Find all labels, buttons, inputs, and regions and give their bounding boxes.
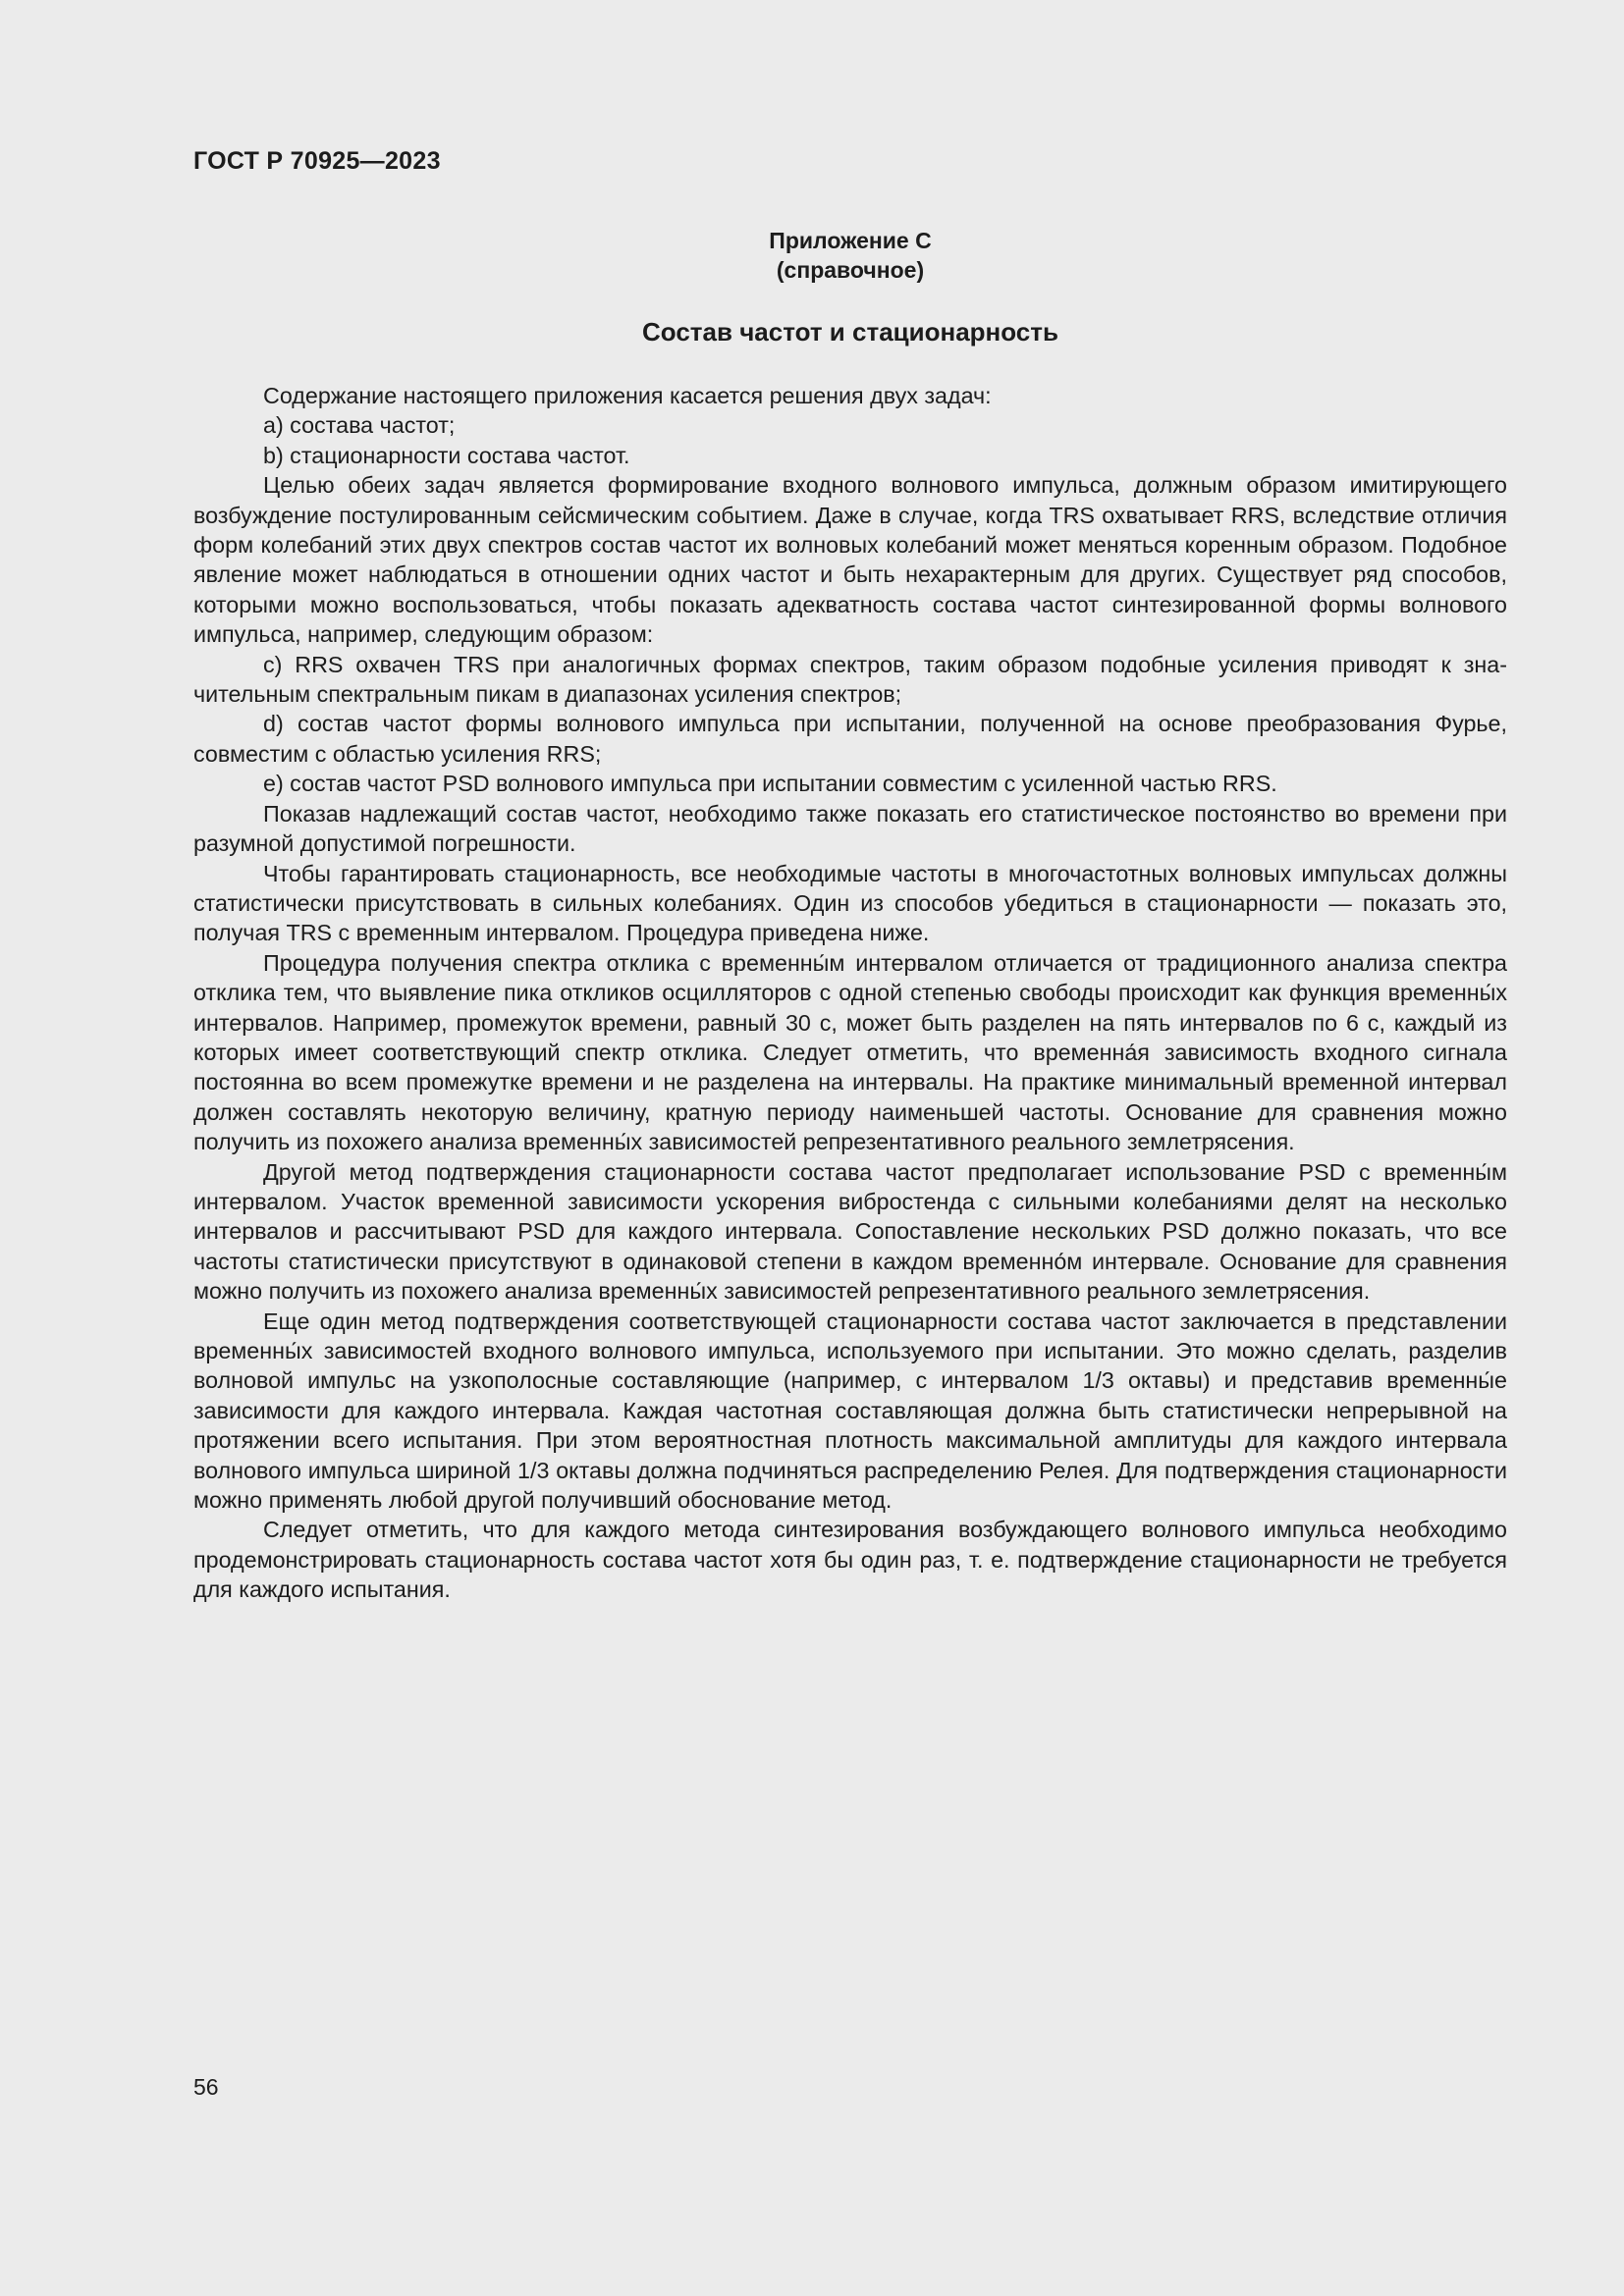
list-item-b: b) стационарности состава частот. [263,442,630,468]
standard-number: ГОСТ Р 70925—2023 [193,147,441,175]
paragraph-constancy: Показав надлежащий состав частот, необходимо также показать его статистическое постоянство во времени при разумной допустимой погрешности. [193,800,1507,857]
paragraph-stationarity: Чтобы гарантировать стационарность, все необходимые частоты в многочастотных волновых импульсах должны статистически присутствовать в сильных колебаниях. Один из способов убедиться в стационарности — показать это, получая TRS с временным интервалом. Процедура приведена ниже. [193,860,1507,946]
list-item-d: d) состав частот формы волнового импульса при испытании, полученной на основе преобразования Фурье, совместим с областью усиления RRS; [193,711,1507,767]
list-item-c: c) RRS охвачен TRS при аналогичных формах спектров, таким образом подобные усиления приводят к значительным спектральным пикам в диапазонах усиления спектров; [193,651,1507,708]
paragraph-psd-method: Другой метод подтверждения стационарности состава частот предполагает использование PSD с временны́м интервалом. Участок временной зависимости ускорения вибростенда с сильными колебаниями делят на несколько интервалов и рассчитывают PSD для каждого интервала. Сопоставление нескольких PSD должно показать, что все частоты статистически присутствуют в одинаковой степени в каждом временно́м интервале. Основание для сравнения можно получить из похожего анализа временны́х зависимостей репрезентативного реального землетрясения. [193,1158,1507,1305]
paragraph-conclusion: Следует отметить, что для каждого метода синтезирования возбуждающего волнового импульса необходимо продемонстрировать стационарность состава частот хотя бы один раз, т. е. подтверждение стационарности не требуется для каждого испытания. [193,1517,1507,1603]
appendix-label: Приложение С [769,228,932,253]
paragraph-narrowband-method: Еще один метод подтверждения соответствующей стационарности состава частот заключается в представлении временны́х зависимостей входного волнового импульса, используемого при испытании. Это можно сделать, разделив волновой импульс на узкополосные составляющие (например, с интервалом 1/3 октавы) и представив временны́е зависимости для каждого интервала. Каждая частотная составляющая должна быть статистически непрерывной на протяжении всего испытания. При этом вероятностная плотность максимальной амплитуды для каждого интервала волнового импульса шириной 1/3 октавы должна подчиняться распределению Релея. Для подтверждения стационарности можно применять любой другой получивший обоснование метод. [193,1308,1507,1514]
appendix-heading [193,226,1507,285]
appendix-status: (справочное) [776,257,925,283]
section-title: Состав частот и стационарность [642,317,1058,347]
list-item-e: e) состав частот PSD волнового импульса при испытании совместим с усиленной частью RRS. [263,771,1277,797]
document-body [193,381,1507,1605]
list-item-a: a) состава частот; [263,412,456,439]
paragraph-intro: Содержание настоящего приложения касается решения двух задач: [263,383,992,408]
paragraph-time-interval-procedure: Процедура получения спектра отклика с временны́м интервалом отличается от традиционного анализа спектра отклика тем, что выявление пика откликов осцилляторов с одной степенью свободы происходит как функция временны́х интервалов. Например, промежуток времени, равный 30 с, может быть разделен на пять интервалов по 6 с, каждый из которых имеет соответствующий спектр отклика. Следует отметить, что временна́я зависимость входного сигнала постоянна во всем промежутке времени и не разделена на интервалы. На практике минимальный временной интервал должен составлять некоторую величину, кратную периоду наименьшей частоты. Основание для сравнения можно получить из похожего анализа временны́х зависимостей репрезентативного реального землетрясения. [193,949,1507,1155]
paragraph-purpose: Целью обеих задач является формирование входного волнового импульса, должным образом имитирующего возбуждение постулированным сейсмическим событием. Даже в случае, когда TRS охватывает RRS, вследствие отличия форм колебаний этих двух спектров состав частот их волновых колебаний может меняться коренным образом. Подобное явление может наблюдаться в отношении одних частот и быть нехарактерным для других. Существует ряд способов, которыми можно воспользоваться, чтобы показать адекватность состава частот синтезированной формы волнового импульса, например, следующим образом: [193,472,1507,648]
page-number: 56 [193,2074,219,2100]
